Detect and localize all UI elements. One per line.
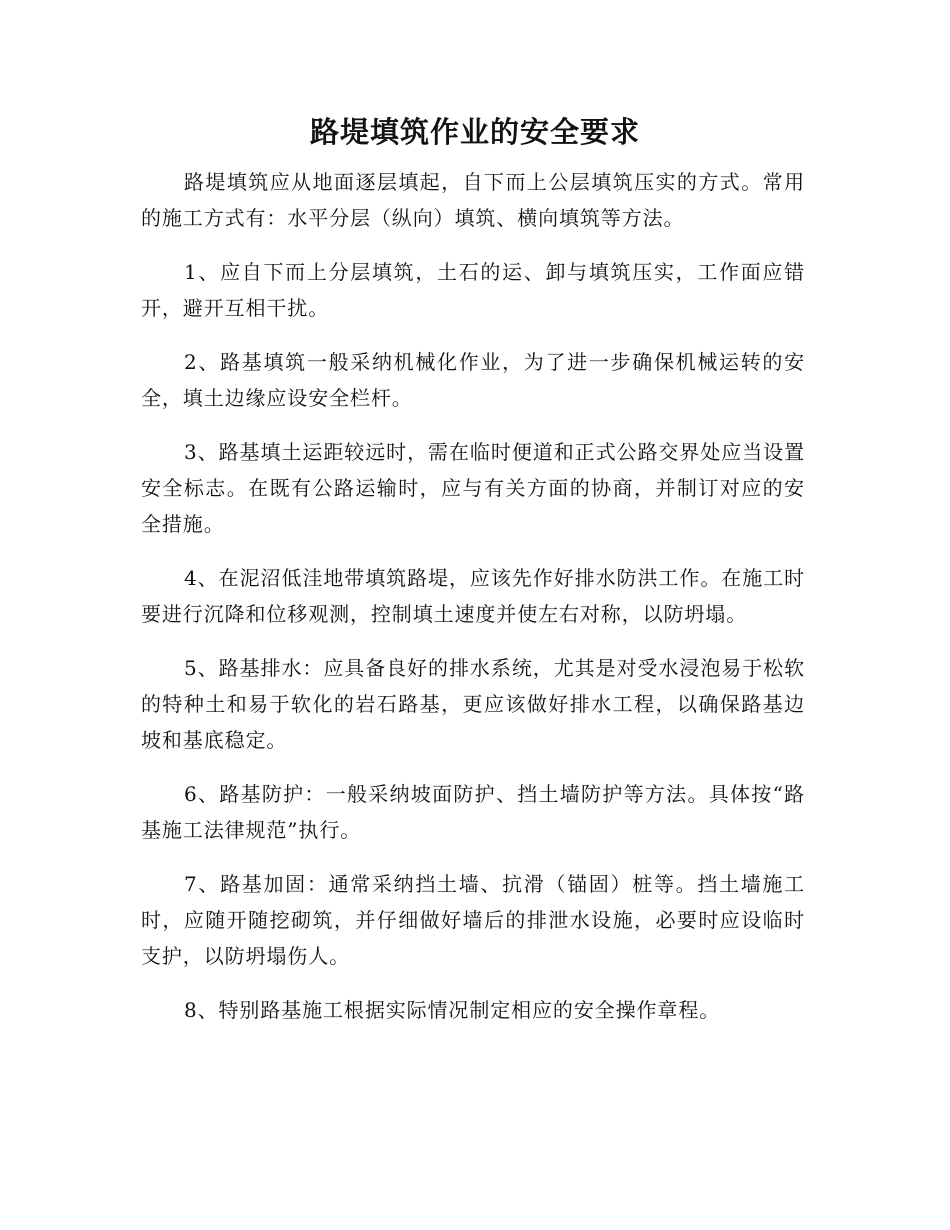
paragraph-item-7: 7、路基加固：通常采纳挡土墙、抗滑（锚固）桩等。挡土墙施工时，应随开随挖砌筑，并仔细做好墙后的排泄水设施，必要时应设临时支护，以防坍塌伤人。	[141, 872, 805, 968]
paragraph-intro: 路堤填筑应从地面逐层填起，自下而上公层填筑压实的方式。常用的施工方式有：水平分层（纵向）填筑、横向填筑等方法。	[141, 170, 805, 230]
paragraph-item-8: 8、特别路基施工根据实际情况制定相应的安全操作章程。	[184, 998, 721, 1022]
paragraph-item-2: 2、路基填筑一般采纳机械化作业，为了进一步确保机械运转的安全，填土边缘应设安全栏杆。	[141, 350, 805, 410]
paragraph-item-3: 3、路基填土运距较远时，需在临时便道和正式公路交界处应当设置安全标志。在既有公路运输时，应与有关方面的协商，并制订对应的安全措施。	[141, 440, 805, 536]
paragraph-item-4: 4、在泥沼低洼地带填筑路堤，应该先作好排水防洪工作。在施工时要进行沉降和位移观测，控制填土速度并使左右对称，以防坍塌。	[141, 566, 805, 626]
document-title: 路堤填筑作业的安全要求	[309, 115, 640, 149]
paragraph-item-5: 5、路基排水：应具备良好的排水系统，尤其是对受水浸泡易于松软的特种土和易于软化的岩石路基，更应该做好排水工程，以确保路基边坡和基底稳定。	[141, 656, 805, 752]
paragraph-item-6: 6、路基防护：一般采纳坡面防护、挡土墙防护等方法。具体按“路基施工法律规范”执行。	[141, 782, 805, 842]
document-body	[141, 164, 805, 1046]
paragraph-item-1: 1、应自下而上分层填筑，土石的运、卸与填筑压实，工作面应错开，避开互相干扰。	[141, 260, 805, 320]
